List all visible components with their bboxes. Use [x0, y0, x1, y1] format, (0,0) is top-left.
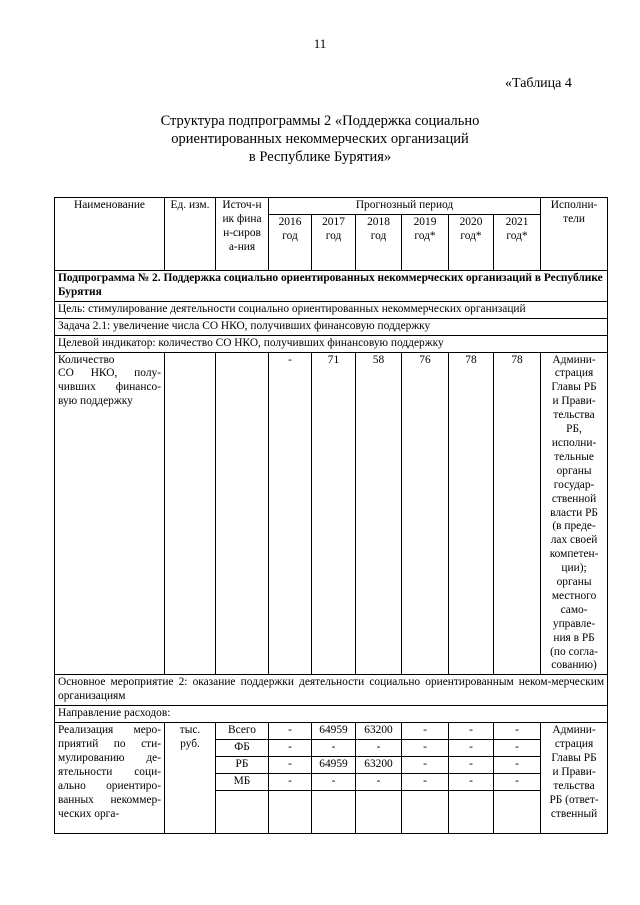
indicator-text: Целевой индикатор: количество СО НКО, получивших финансовую поддержку — [55, 335, 608, 352]
executor-line: Главы РБ — [551, 381, 597, 394]
year-2017 — [312, 214, 356, 270]
expense-filler-cell — [449, 790, 494, 833]
year-2019 — [402, 214, 449, 270]
table-reference: «Таблица 4 — [505, 76, 572, 91]
title-line: ориентированных некоммерческих организаций — [171, 131, 469, 147]
indicator-name-line: СО НКО, полу- — [58, 367, 161, 380]
executor-line: Админи- — [552, 724, 596, 737]
executor-line: органы — [556, 464, 592, 477]
indicator-value: 71 — [312, 352, 356, 675]
goal-row — [55, 301, 608, 318]
indicator-value: 58 — [356, 352, 402, 675]
year-2018 — [356, 214, 402, 270]
expense-executors — [541, 723, 608, 834]
executor-line: и Прави- — [552, 395, 596, 408]
expense-name-line: приятий по сти- — [58, 738, 161, 750]
expense-name-line: ятельности соци- — [58, 765, 161, 778]
executor-line: органы — [556, 576, 592, 589]
expense-value: - — [402, 773, 449, 790]
indicator-unit — [165, 352, 216, 675]
table-header-row — [55, 198, 608, 215]
expense-value: - — [269, 740, 312, 757]
year-2016 — [269, 214, 312, 270]
executor-line: страция — [554, 738, 594, 750]
expense-name — [55, 723, 165, 834]
expense-value: 63200 — [356, 723, 402, 740]
executor-line: ственной — [551, 492, 597, 505]
year-text: 2018 год — [367, 215, 390, 242]
expenses-direction-text: Направление расходов: — [55, 706, 608, 723]
executor-line: управле- — [552, 617, 596, 630]
source-label: Всего — [216, 723, 269, 740]
expense-value: - — [356, 740, 402, 757]
executor-line: Админи- — [552, 353, 596, 366]
indicator-value: 76 — [402, 352, 449, 675]
header-executors-text: Исполни-тели — [550, 199, 598, 225]
indicator-name — [55, 352, 165, 675]
page-number: 11 — [313, 36, 327, 51]
goal-text: Цель: стимулирование деятельности социально ориентированных некоммерческих организаций — [55, 301, 608, 318]
expense-value: - — [402, 756, 449, 773]
indicator-name-line: Количество — [58, 353, 115, 366]
expense-value: - — [494, 740, 541, 757]
year-text: 2016 год — [278, 215, 302, 242]
executor-line: местного — [551, 589, 597, 602]
expense-value: - — [494, 756, 541, 773]
executor-line: ственный — [550, 807, 598, 820]
indicator-name-line: чивших финансо- — [58, 381, 161, 394]
executor-line: компетен- — [549, 548, 599, 561]
executor-line: страция — [554, 367, 594, 380]
header-unit: Ед. изм. — [165, 198, 216, 271]
indicator-values-row — [55, 352, 608, 675]
expense-filler-cell — [216, 790, 269, 833]
subprogram-structure-table — [54, 197, 608, 834]
expense-value: - — [449, 773, 494, 790]
indicator-source — [216, 352, 269, 675]
indicator-value: - — [269, 352, 312, 675]
year-2021 — [494, 214, 541, 270]
expense-value: - — [269, 756, 312, 773]
expense-value: - — [356, 773, 402, 790]
expense-value: - — [449, 723, 494, 740]
expense-value: - — [269, 773, 312, 790]
executor-line: лах своей — [550, 534, 598, 547]
executor-line: ния в РБ — [553, 631, 595, 644]
expense-value: - — [494, 723, 541, 740]
task-text: Задача 2.1: увеличение числа СО НКО, получивших финансовую поддержку — [55, 318, 608, 335]
expense-value: 64959 — [312, 756, 356, 773]
expense-value: - — [402, 723, 449, 740]
expense-value: - — [312, 773, 356, 790]
expense-unit-line: тыс. — [179, 724, 201, 737]
executor-line: (по согла- — [550, 645, 598, 658]
executor-line: власти РБ — [550, 506, 598, 519]
expense-filler-cell — [402, 790, 449, 833]
header-source-text: Источ-ник финан-сирова-ния — [222, 199, 262, 253]
executor-line: тельства — [553, 409, 595, 422]
executor-line: государ- — [553, 478, 595, 491]
executor-line: РБ, — [566, 423, 582, 436]
executor-line: и Прави- — [552, 765, 596, 778]
executor-line: Главы РБ — [551, 751, 597, 764]
executor-line: ции); — [561, 562, 587, 575]
expense-value: 64959 — [312, 723, 356, 740]
executor-line: исполни- — [551, 436, 597, 449]
indicator-row — [55, 335, 608, 352]
header-source — [216, 198, 269, 271]
indicator-value: 78 — [449, 352, 494, 675]
executor-line: тельства — [553, 779, 595, 792]
expense-value: - — [449, 756, 494, 773]
year-text: 2020 год* — [459, 215, 483, 242]
expense-name-line: мулированию де- — [58, 751, 161, 764]
source-label: РБ — [216, 756, 269, 773]
executor-line: сованию) — [551, 659, 597, 672]
expense-value: - — [402, 740, 449, 757]
source-label: ФБ — [216, 740, 269, 757]
expense-name-line: ческих орга- — [58, 807, 120, 820]
expense-unit-line: руб. — [180, 738, 200, 750]
expense-filler-cell — [494, 790, 541, 833]
year-text: 2017 год — [322, 215, 345, 242]
source-label: МБ — [216, 773, 269, 790]
header-executors — [541, 198, 608, 271]
expenses-direction-row — [55, 706, 608, 723]
expense-value: - — [269, 723, 312, 740]
expense-value: - — [494, 773, 541, 790]
executor-line: тельные — [554, 450, 594, 463]
expense-filler-cell — [269, 790, 312, 833]
indicator-name-line: вую поддержку — [58, 395, 133, 408]
year-text: 2021 год* — [505, 215, 529, 242]
subprogram-row — [55, 271, 608, 302]
title-line: Структура подпрограммы 2 «Поддержка социально — [160, 113, 480, 129]
year-2020 — [449, 214, 494, 270]
executor-line: (в преде- — [552, 520, 596, 533]
expense-unit — [165, 723, 216, 834]
expense-name-line: Реализация меро- — [58, 724, 161, 737]
main-activity-row — [55, 675, 608, 706]
expense-value: - — [312, 740, 356, 757]
indicator-value: 78 — [494, 352, 541, 675]
expense-filler-cell — [312, 790, 356, 833]
title-line: в Республике Бурятия» — [248, 149, 392, 165]
indicator-executors — [541, 352, 608, 675]
executor-line: РБ (ответ- — [549, 793, 599, 806]
year-text: 2019 год* — [413, 215, 437, 242]
expense-name-line: ально ориентиро- — [58, 779, 161, 792]
task-row — [55, 318, 608, 335]
executor-line: само- — [560, 603, 588, 616]
header-period: Прогнозный период — [269, 198, 541, 215]
main-activity-text: Основное мероприятие 2: оказание поддержки деятельности социально ориентированным неком-мерческим организациям — [55, 675, 608, 706]
document-title — [120, 112, 520, 166]
expense-value: - — [449, 740, 494, 757]
subprogram-title: Подпрограмма № 2. Поддержка социально ориентированных некоммерческих организаций в Республике Бурятия — [55, 271, 608, 302]
expense-filler-cell — [356, 790, 402, 833]
expense-row — [55, 723, 608, 740]
expense-value: 63200 — [356, 756, 402, 773]
expense-name-line: ванных некоммер- — [58, 793, 161, 806]
header-name: Наименование — [55, 198, 165, 271]
